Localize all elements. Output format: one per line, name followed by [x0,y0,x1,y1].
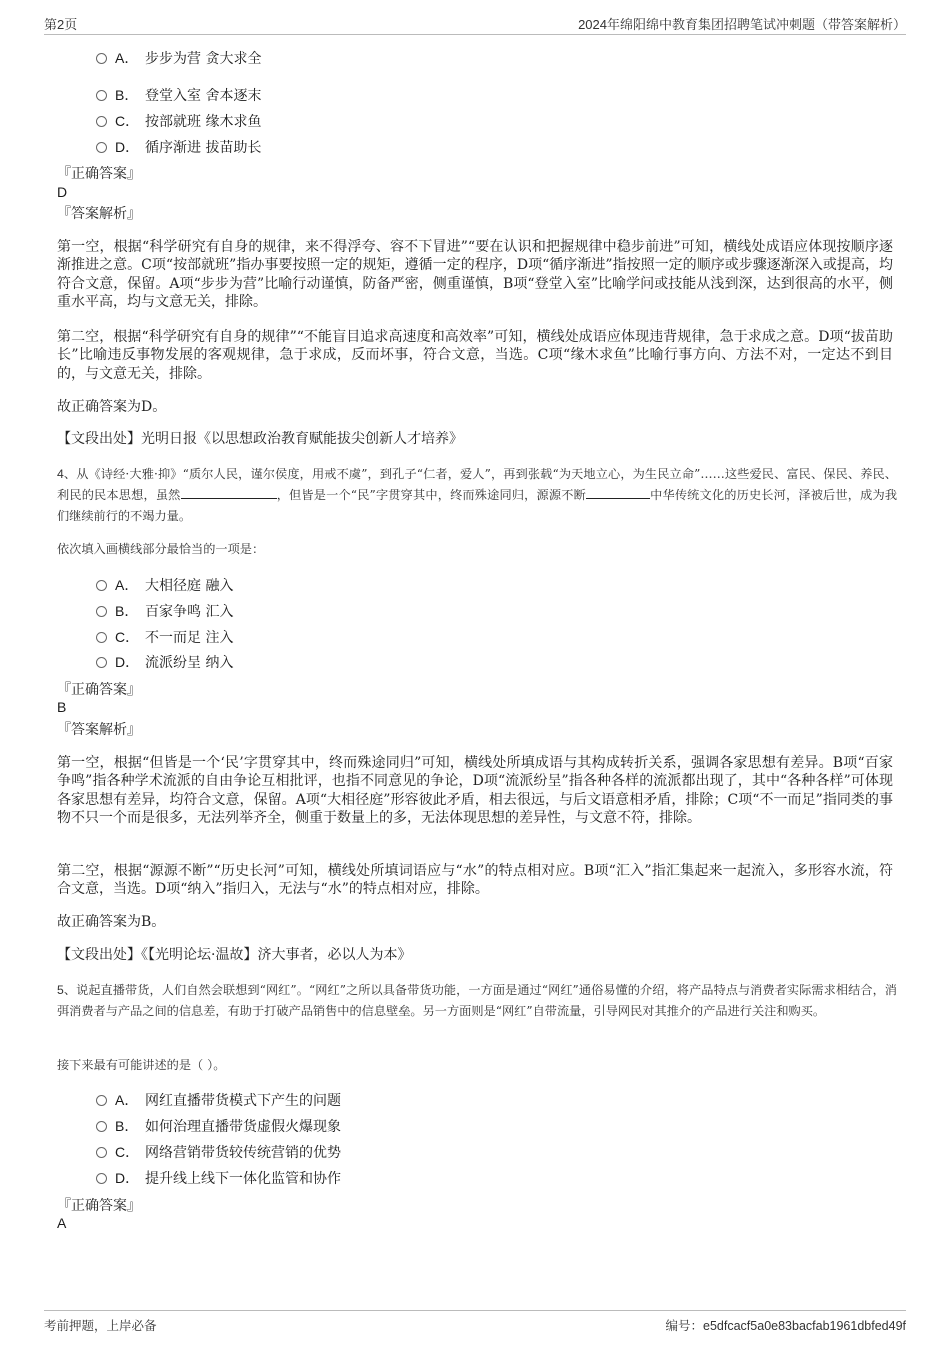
q5-option-c[interactable]: C． 网络营销带货较传统营销的优势 [96,1142,341,1162]
radio-icon[interactable] [96,632,107,643]
q4-answer: B [57,699,67,715]
q3-analysis-paragraph: 第一空，根据“科学研究有自身的规律，来不得浮夸、容不下冒进”“要在认识和把握规律中稳步前进”可知，横线处成语应体现按顺序逐渐推进之意。C项“按部就班”指办事要按照一定的规矩，遵循一定的程序，D项“循序渐进”指按照一定的顺序或步骤逐渐深入或提高，均符合文意，保留。A项“步步为营”比喻行动谨慎，防备严密，侧重谨慎，B项“登堂入室”比喻学问或技能从浅到深，达到很高的水平，侧重水平高，均与文意无关，排除。 [57,239,893,310]
radio-icon[interactable] [96,53,107,64]
q5-option-b[interactable]: B． 如何治理直播带货虚假火爆现象 [96,1116,341,1136]
q3-answer: D [57,184,68,200]
page-number: 第2页 [44,17,78,32]
analysis-label: 『答案解析』 [57,722,141,738]
q4-option-d[interactable]: D． 流派纷呈 纳入 [96,652,233,672]
radio-icon[interactable] [96,116,107,127]
q3-analysis-conclusion: 故正确答案为D。 [57,399,167,415]
analysis-label: 『答案解析』 [57,206,141,222]
radio-icon[interactable] [96,1173,107,1184]
q5-question-text: 5、说起直播带货，人们自然会联想到“网红”。“网红”之所以具备带货功能，一方面是通过“网红”通俗易懂的介绍，将产品特点与消费者实际需求相结合，消弭消费者与产品之间的信息差，有助于打破产品销售中的信息壁垒。另一方面则是“网红”自带流量，引导网民对其推介的产品进行关注和购买。 [57,983,897,1018]
q3-option-d[interactable]: D． 循序渐进 拔苗助长 [96,137,261,157]
q3-option-a[interactable]: A． 步步为营 贪大求全 [96,48,261,68]
footer-slogan: 考前押题，上岸必备 [44,1319,157,1333]
q4-option-a[interactable]: A． 大相径庭 融入 [96,575,233,595]
q3-option-c[interactable]: C． 按部就班 缘木求鱼 [96,111,261,131]
q4-option-b[interactable]: B． 百家争鸣 汇入 [96,601,233,621]
q3-source: 【文段出处】光明日报《以思想政治教育赋能拔尖创新人才培养》 [57,431,463,447]
q4-analysis-conclusion: 故正确答案为B。 [57,914,166,930]
q4-analysis-paragraph: 第一空，根据“但皆是一个‘民’字贯穿其中，终而殊途同归”可知，横线处所填成语与其构成转折关系，强调各家思想有差异。B项“百家争鸣”指各种学术流派的自由争论互相批评，也指不同意见的争论，D项“流派纷呈”指各种各样的流派都出现了，其中“各种各样”可体现各家思想有差异，均符合文意，保留。A项“大相径庭”形容彼此矛盾，相去很远，与后文语意相矛盾，排除；C项“不一而足”指同类的事物不只一个而是很多，无法列举齐全，侧重于数量上的多，无法体现思想的差异性，与文意不符，排除。 [57,755,893,826]
fill-blank[interactable] [181,486,277,499]
page-header [44,14,906,35]
q4-option-c[interactable]: C． 不一而足 注入 [96,627,233,647]
radio-icon[interactable] [96,606,107,617]
document-code: 编号：e5dfcacf5a0e83bacfab1961dbfed49f [665,1319,906,1333]
radio-icon[interactable] [96,580,107,591]
q4-source: 【文段出处】《【光明论坛·温故】济大事者，必以人为本》 [57,947,412,963]
q4-question-text: 4、从《诗经·大雅·抑》“质尔人民，谨尔侯度，用戒不虞”，到孔子“仁者，爱人”，再到张载“为天地立心，为生民立命”……这些爱民、富民、保民、养民、利民的民本思想，虽然 ，但皆是一个“民”字贯穿其中，终而殊途同归，源源不断 中华传统文化的历史长河，泽被后世，成为我们继续前行的不竭力量。 [57,467,898,523]
correct-answer-label: 『正确答案』 [57,682,141,698]
radio-icon[interactable] [96,1121,107,1132]
correct-answer-label: 『正确答案』 [57,166,141,182]
q5-answer: A [57,1215,67,1231]
page-footer [44,1310,906,1335]
document-title: 2024年绵阳绵中教育集团招聘笔试冲刺题（带答案解析） [578,17,906,32]
q4-analysis-paragraph: 第二空，根据“源源不断”“历史长河”可知，横线处所填词语应与“水”的特点相对应。B项“汇入”指汇集起来一起流入，多形容水流，符合文意，当选。D项“纳入”指归入，无法与“水”的特点相对应，排除。 [57,863,893,898]
q3-analysis-paragraph: 第二空，根据“科学研究有自身的规律”“不能盲目追求高速度和高效率”可知，横线处成语应体现违背规律，急于求成之意。D项“拔苗助长”比喻违反事物发展的客观规律，急于求成，反而坏事，符合文意，当选。C项“缘木求鱼”比喻行事方向、方法不对，一定达不到目的，与文意无关，排除。 [57,329,893,382]
radio-icon[interactable] [96,1095,107,1106]
fill-blank[interactable] [586,486,650,499]
radio-icon[interactable] [96,1147,107,1158]
radio-icon[interactable] [96,142,107,153]
q5-instruction: 接下来最有可能讲述的是（ ）。 [57,1058,226,1072]
q4-instruction: 依次填入画横线部分最恰当的一项是： [57,542,265,556]
q5-option-d[interactable]: D． 提升线上线下一体化监管和协作 [96,1168,341,1188]
radio-icon[interactable] [96,90,107,101]
q5-option-a[interactable]: A． 网红直播带货模式下产生的问题 [96,1090,341,1110]
correct-answer-label: 『正确答案』 [57,1198,141,1214]
q3-option-b[interactable]: B． 登堂入室 舍本逐末 [96,85,261,105]
radio-icon[interactable] [96,657,107,668]
